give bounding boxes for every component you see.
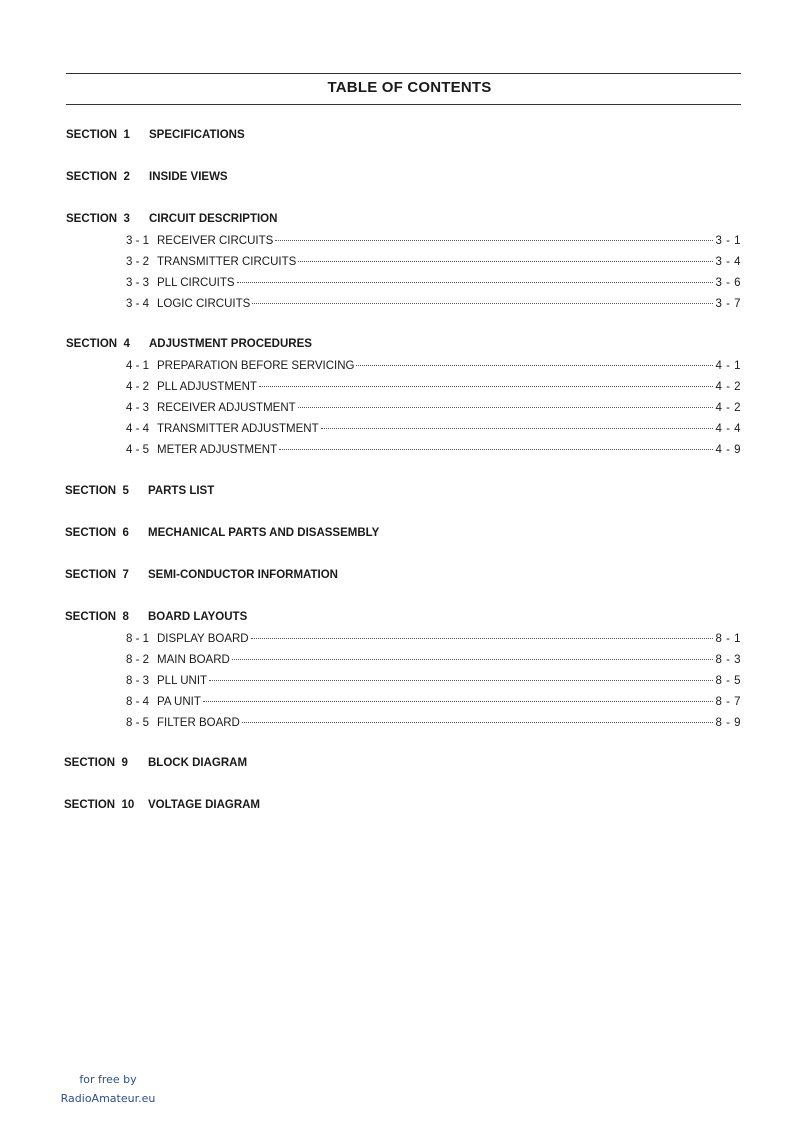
footer-credit [48, 1070, 168, 1108]
toc-entry[interactable] [0, 359, 790, 380]
entry-number: 3 - 3 [126, 277, 150, 289]
entry-page-number: 8 - 1 [715, 633, 741, 645]
toc-section [0, 129, 790, 145]
section-title: SPECIFICATIONS [149, 129, 245, 141]
entry-title: FILTER BOARD [157, 717, 240, 729]
dot-leader [298, 407, 714, 408]
entry-page-number: 3 - 6 [715, 277, 741, 289]
toc-entry[interactable] [0, 276, 790, 297]
entry-number: 4 - 3 [126, 402, 150, 414]
section-heading[interactable] [0, 569, 790, 585]
entry-page-number: 3 - 1 [715, 235, 741, 247]
section-title: CIRCUIT DESCRIPTION [149, 213, 278, 225]
entry-page-number: 3 - 7 [715, 298, 741, 310]
toc-entry[interactable] [0, 422, 790, 443]
section-title: BLOCK DIAGRAM [148, 757, 248, 769]
toc-section [0, 569, 790, 585]
title-rule-top [66, 73, 741, 74]
footer-line-1: for free by [79, 1073, 137, 1086]
title-rule-bottom [66, 104, 741, 105]
entry-number: 8 - 2 [126, 654, 150, 666]
entry-page-number: 4 - 1 [715, 360, 741, 372]
entry-title: RECEIVER ADJUSTMENT [157, 402, 296, 414]
entry-page-number: 8 - 3 [715, 654, 741, 666]
toc-entry[interactable] [0, 255, 790, 276]
section-number: SECTION 5 [65, 485, 129, 497]
entry-page-number: 3 - 4 [715, 256, 741, 268]
toc-section [0, 799, 790, 815]
toc-entry[interactable] [0, 716, 790, 737]
toc-entry[interactable] [0, 695, 790, 716]
entry-number: 3 - 4 [126, 298, 150, 310]
entry-number: 3 - 1 [126, 235, 150, 247]
section-title: ADJUSTMENT PROCEDURES [149, 338, 312, 350]
footer-line-2: RadioAmateur.eu [60, 1092, 156, 1105]
entry-number: 8 - 1 [126, 633, 150, 645]
toc-section [0, 171, 790, 187]
entry-title: METER ADJUSTMENT [157, 444, 278, 456]
section-number: SECTION 1 [66, 129, 130, 141]
entry-title: PLL ADJUSTMENT [157, 381, 257, 393]
entry-page-number: 8 - 7 [715, 696, 741, 708]
section-entries [0, 359, 790, 464]
toc-section [0, 485, 790, 501]
toc-section [0, 757, 790, 773]
entry-number: 4 - 5 [126, 444, 150, 456]
section-number: SECTION 7 [65, 569, 129, 581]
toc-entry[interactable] [0, 632, 790, 653]
entry-number: 8 - 3 [126, 675, 150, 687]
entry-number: 4 - 1 [126, 360, 150, 372]
section-heading[interactable] [0, 611, 790, 627]
section-title: PARTS LIST [148, 485, 215, 497]
dot-leader [252, 303, 713, 304]
toc-entry[interactable] [0, 380, 790, 401]
section-number: SECTION 8 [65, 611, 129, 623]
dot-leader [209, 680, 713, 681]
section-heading[interactable] [0, 757, 790, 773]
section-title: INSIDE VIEWS [149, 171, 228, 183]
dot-leader [237, 282, 714, 283]
section-number: SECTION 9 [64, 757, 128, 769]
dot-leader [251, 638, 714, 639]
section-title: SEMI-CONDUCTOR INFORMATION [148, 569, 338, 581]
toc-entry[interactable] [0, 443, 790, 464]
entry-number: 4 - 4 [126, 423, 150, 435]
section-heading[interactable] [0, 213, 790, 229]
dot-leader [298, 261, 713, 262]
entry-page-number: 8 - 5 [715, 675, 741, 687]
section-heading[interactable] [0, 485, 790, 501]
toc-entry[interactable] [0, 401, 790, 422]
entry-page-number: 4 - 2 [715, 402, 741, 414]
section-heading[interactable] [0, 171, 790, 187]
entry-number: 8 - 5 [126, 717, 150, 729]
dot-leader [321, 428, 714, 429]
section-title: BOARD LAYOUTS [148, 611, 248, 623]
entry-title: DISPLAY BOARD [157, 633, 249, 645]
toc-entry[interactable] [0, 653, 790, 674]
entry-title: MAIN BOARD [157, 654, 230, 666]
entry-title: LOGIC CIRCUITS [157, 298, 251, 310]
toc-section [0, 611, 790, 737]
dot-leader [279, 449, 713, 450]
entry-page-number: 4 - 4 [715, 423, 741, 435]
entry-page-number: 4 - 9 [715, 444, 741, 456]
section-number: SECTION 2 [66, 171, 130, 183]
toc-section [0, 213, 790, 318]
dot-leader [275, 240, 713, 241]
section-number: SECTION 4 [66, 338, 130, 350]
section-title: VOLTAGE DIAGRAM [148, 799, 261, 811]
toc-section [0, 527, 790, 543]
dot-leader [356, 365, 713, 366]
dot-leader [203, 701, 714, 702]
dot-leader [259, 386, 714, 387]
entry-page-number: 4 - 2 [715, 381, 741, 393]
dot-leader [242, 722, 714, 723]
entry-number: 3 - 2 [126, 256, 150, 268]
section-heading[interactable] [0, 338, 790, 354]
section-number: SECTION 10 [64, 799, 135, 811]
page-title: TABLE OF CONTENTS [327, 79, 492, 96]
toc-entry[interactable] [0, 674, 790, 695]
section-number: SECTION 6 [65, 527, 129, 539]
dot-leader [232, 659, 714, 660]
entry-title: PA UNIT [157, 696, 201, 708]
section-entries [0, 234, 790, 318]
toc-entry[interactable] [0, 297, 790, 318]
entry-title: PLL UNIT [157, 675, 208, 687]
entry-title: PLL CIRCUITS [157, 277, 235, 289]
entry-page-number: 8 - 9 [715, 717, 741, 729]
section-number: SECTION 3 [66, 213, 130, 225]
section-heading[interactable] [0, 129, 790, 145]
toc-section [0, 338, 790, 464]
entry-number: 8 - 4 [126, 696, 150, 708]
section-entries [0, 632, 790, 737]
section-heading[interactable] [0, 799, 790, 815]
toc-entry[interactable] [0, 234, 790, 255]
entry-title: PREPARATION BEFORE SERVICING [157, 360, 355, 372]
entry-title: TRANSMITTER ADJUSTMENT [157, 423, 319, 435]
entry-title: TRANSMITTER CIRCUITS [157, 256, 297, 268]
section-heading[interactable] [0, 527, 790, 543]
entry-number: 4 - 2 [126, 381, 150, 393]
section-title: MECHANICAL PARTS AND DISASSEMBLY [148, 527, 380, 539]
entry-title: RECEIVER CIRCUITS [157, 235, 274, 247]
